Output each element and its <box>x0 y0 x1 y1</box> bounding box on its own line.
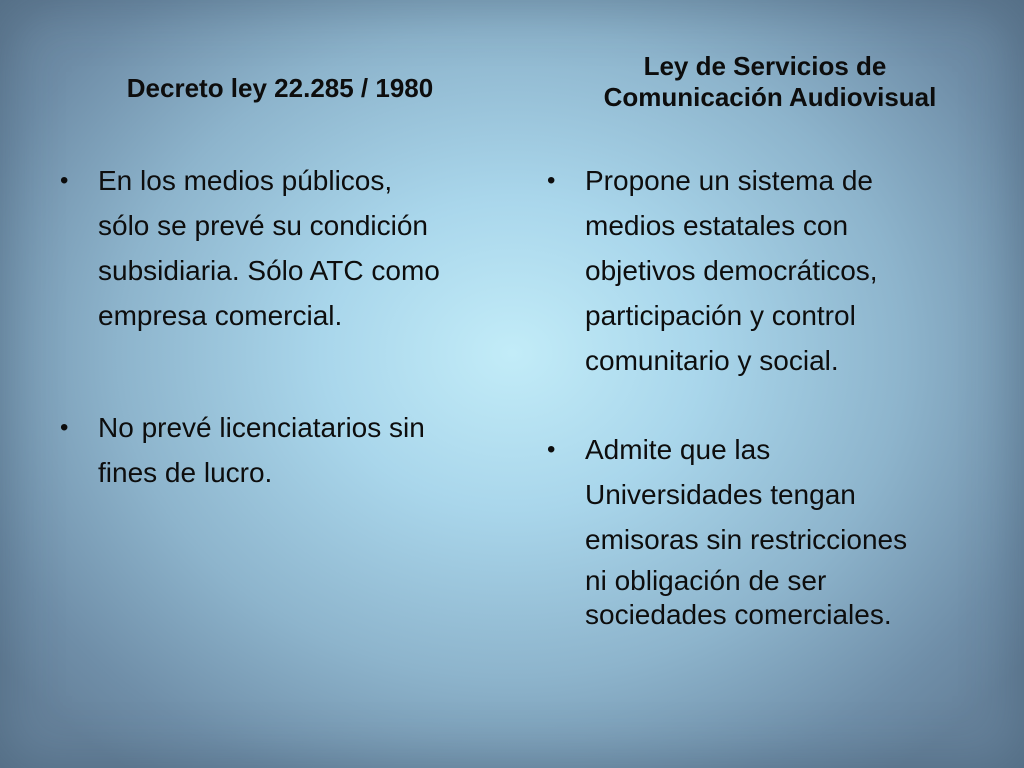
bullet-text <box>98 158 510 338</box>
left-column-heading: Decreto ley 22.285 / 1980 <box>126 73 434 103</box>
right-heading-line: Comunicación Audiovisual <box>603 82 937 112</box>
right-bullet-list <box>547 158 977 630</box>
bullet-text <box>585 158 977 383</box>
bullet-line: Propone un sistema de <box>585 165 873 196</box>
bullet-text <box>98 405 510 495</box>
bullet-line: sólo se prevé su condición <box>98 210 428 241</box>
bullet-icon: • <box>60 414 69 441</box>
bullet-line: participación y control <box>585 300 856 331</box>
bullet-line: Admite que las <box>585 434 771 465</box>
bullet-line: No prevé licenciatarios sin <box>98 412 425 443</box>
bullet-line: En los medios públicos, <box>98 165 393 196</box>
bullet-line: objetivos democráticos, <box>585 255 878 286</box>
bullet-item <box>60 158 510 338</box>
bullet-text <box>585 427 977 630</box>
bullet-line: Universidades tengan <box>585 479 856 510</box>
bullet-item <box>60 405 510 495</box>
bullet-item <box>547 427 977 630</box>
bullet-line: medios estatales con <box>585 210 849 241</box>
left-bullet-list <box>60 158 510 495</box>
bullet-icon: • <box>547 167 556 194</box>
bullet-icon: • <box>547 436 556 463</box>
bullet-line: sociedades comerciales. <box>585 599 892 630</box>
bullet-line: fines de lucro. <box>98 457 273 488</box>
bullet-line: subsidiaria. Sólo ATC como <box>98 255 440 286</box>
bullet-line: emisoras sin restricciones <box>585 524 908 555</box>
bullet-item <box>547 158 977 383</box>
bullet-line: empresa comercial. <box>98 300 343 331</box>
bullet-icon: • <box>60 167 69 194</box>
right-column-heading <box>540 51 1000 113</box>
bullet-line: ni obligación de ser <box>585 565 827 596</box>
right-heading-line: Ley de Servicios de <box>643 51 887 81</box>
bullet-line: comunitario y social. <box>585 345 839 376</box>
